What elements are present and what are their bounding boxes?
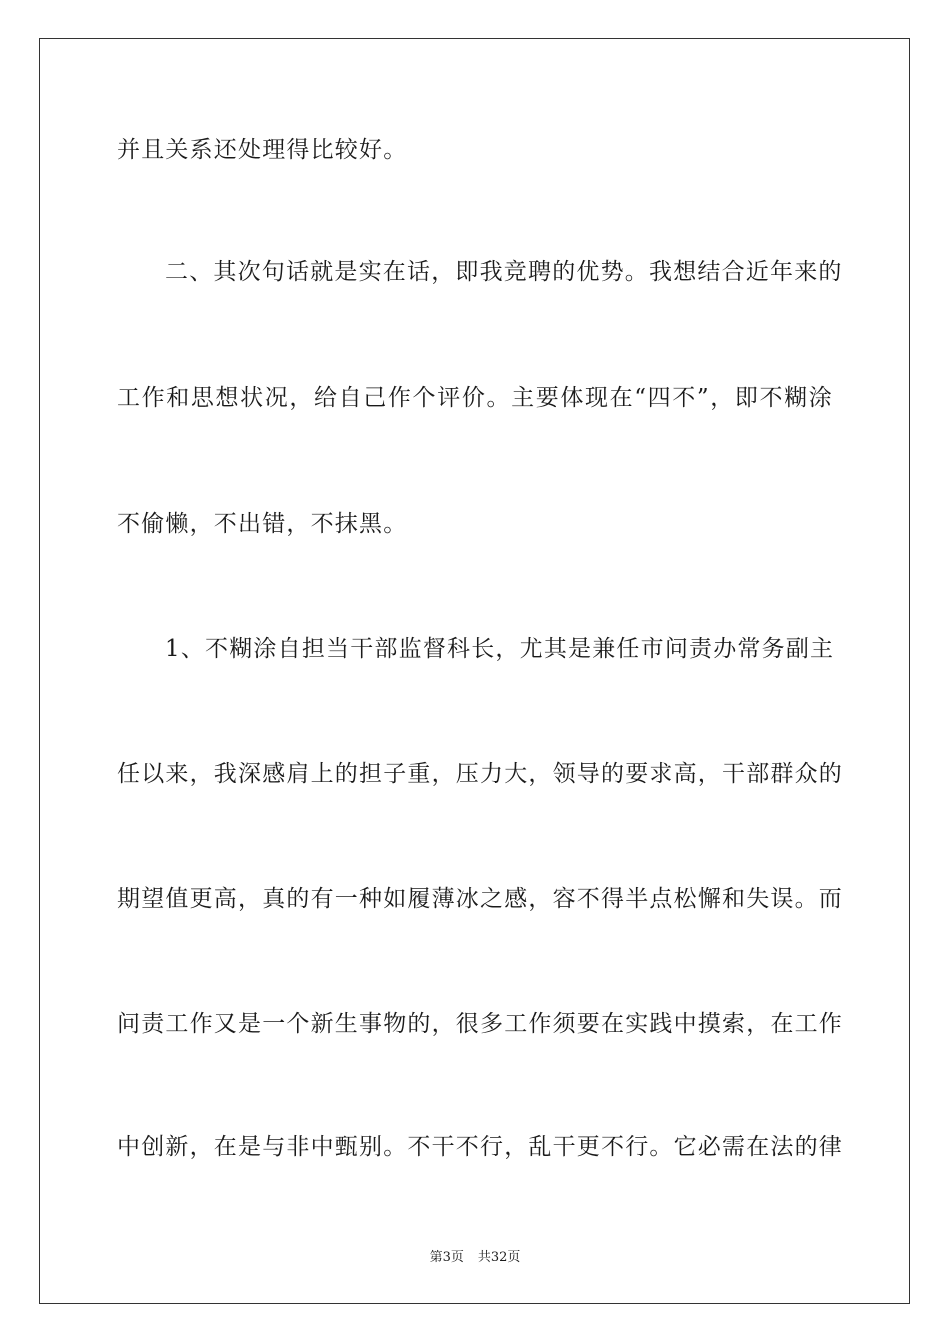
total-pages: 共32页 [477,1250,521,1265]
paragraph-line: 任以来，我深感肩上的担子重，压力大，领导的要求高，干部群众的 [117,761,843,787]
paragraph-line: 二、其次句话就是实在话，即我竞聘的优势。我想结合近年来的 [165,259,843,285]
page-frame [39,38,910,1304]
paragraph-line: 工作和思想状况，给自己作个评价。主要体现在“四不”，即不糊涂 [117,385,833,411]
paragraph-line: 问责工作又是一个新生事物的，很多工作须要在实践中摸索，在工作 [117,1011,843,1037]
paragraph-line: 1、不糊涂自担当干部监督科长，尤其是兼任市问责办常务副主 [165,636,835,662]
paragraph-line: 期望值更高，真的有一种如履薄冰之感，容不得半点松懈和失误。而 [117,886,843,912]
page-footer [0,1249,950,1267]
paragraph-line: 中创新，在是与非中甄别。不干不行，乱干更不行。它必需在法的律 [117,1134,843,1160]
paragraph-line: 不偷懒，不出错，不抹黑。 [117,511,408,537]
current-page-number: 第3页 [429,1250,464,1265]
paragraph-line: 并且关系还处理得比较好。 [117,137,408,163]
